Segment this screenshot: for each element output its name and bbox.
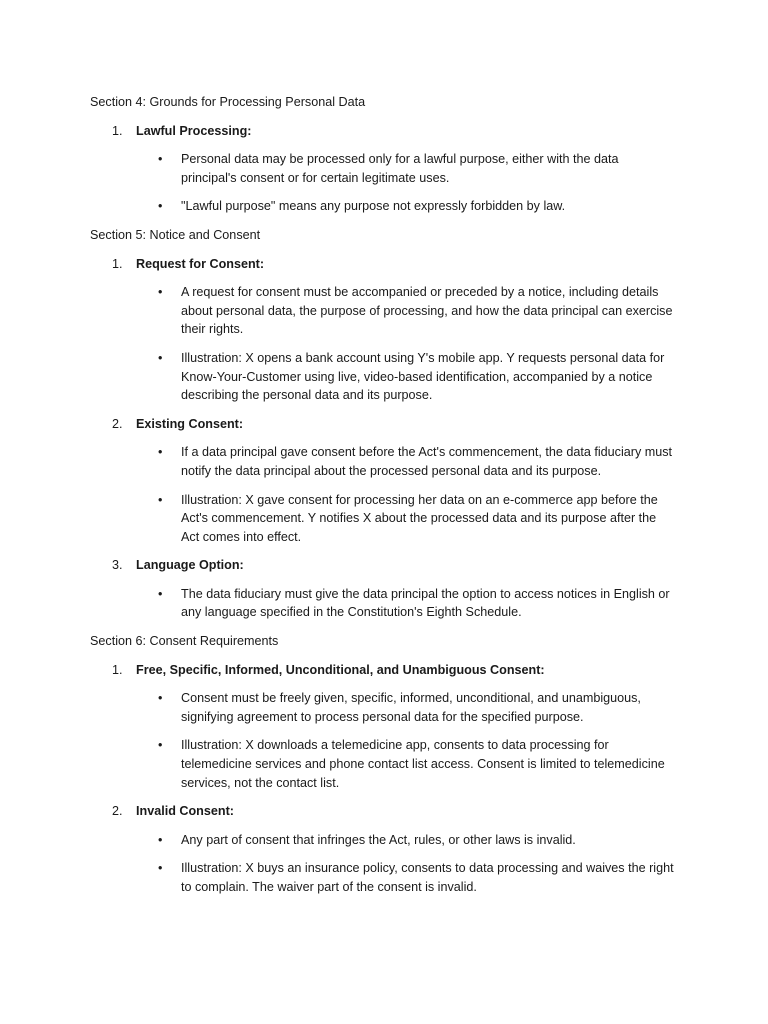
bullet-text: If a data principal gave consent before the Act's commencement, the data fiduciary must notify the data principal about the processed personal data and its purpose.	[181, 445, 673, 478]
bullet-icon: •	[158, 350, 163, 365]
bullet-text: Illustration: X opens a bank account using Y's mobile app. Y requests personal data for Know-Your-Customer using live, video-based identification, accompanied by a notice describing the personal data and its purpose.	[181, 350, 665, 403]
bullet-text: Illustration: X buys an insurance policy, consents to data processing and waives the right to complain. The waiver part of the consent is invalid.	[181, 861, 674, 894]
bullet-icon: •	[158, 492, 163, 507]
bullet-item	[90, 197, 675, 216]
item-heading	[90, 556, 690, 575]
bullet-text: Personal data may be processed only for a lawful purpose, either with the data principal's consent or for certain legitimate uses.	[181, 152, 619, 185]
bullet-item	[90, 491, 675, 547]
bullet-text: Illustration: X downloads a telemedicine app, consents to data processing for telemedicine services and phone contact list access. Consent is limited to telemedicine services, not the contact list.	[181, 738, 665, 790]
bullet-item	[90, 831, 675, 850]
section-title: Section 6: Consent Requirements	[90, 634, 279, 649]
bullet-icon: •	[158, 152, 163, 167]
item-number: 2.	[112, 416, 123, 431]
bullet-icon: •	[158, 586, 163, 601]
bullet-text: "Lawful purpose" means any purpose not expressly forbidden by law.	[181, 199, 566, 214]
bullet-item	[90, 859, 675, 896]
item-number: 1.	[112, 662, 123, 677]
bullet-item	[90, 736, 675, 792]
bullet-text: Illustration: X gave consent for processing her data on an e-commerce app before the Act's commencement. Y notifies X about the processed data and its purpose after the Act comes into effect.	[181, 492, 658, 544]
bullet-item	[90, 283, 675, 339]
bullet-text: A request for consent must be accompanied or preceded by a notice, including details about personal data, the purpose of processing, and how the data principal can exercise their rights.	[181, 285, 673, 337]
bullet-text: The data fiduciary must give the data principal the option to access notices in English or any language specified in the Constitution's Eighth Schedule.	[181, 586, 670, 620]
list-item	[90, 415, 690, 547]
item-number: 1.	[112, 123, 123, 138]
section-title: Section 5: Notice and Consent	[90, 227, 261, 242]
bullet-text: Any part of consent that infringes the Act, rules, or other laws is invalid.	[181, 832, 576, 847]
item-heading-text: Request for Consent:	[136, 256, 265, 271]
item-heading	[90, 661, 690, 680]
item-heading-text: Free, Specific, Informed, Unconditional, and Unambiguous Consent:	[136, 662, 545, 677]
bullet-text: Consent must be freely given, specific, informed, unconditional, and unambiguous, signifying agreement to process personal data for the specified purpose.	[181, 691, 641, 724]
bullet-item	[90, 689, 675, 726]
item-heading-text: Lawful Processing:	[136, 123, 252, 138]
section-5	[90, 226, 690, 622]
item-heading	[90, 415, 690, 434]
bullet-icon: •	[158, 445, 163, 460]
item-number: 1.	[112, 256, 123, 271]
item-heading	[90, 255, 690, 274]
bullet-item	[90, 349, 675, 405]
bullet-icon: •	[158, 691, 163, 706]
section-4	[90, 93, 690, 216]
bullet-icon: •	[158, 199, 163, 214]
document-page	[90, 93, 690, 907]
item-heading-text: Invalid Consent:	[136, 804, 234, 819]
item-heading-text: Language Option:	[136, 558, 244, 573]
list-item	[90, 556, 690, 622]
item-heading	[90, 122, 690, 141]
section-6	[90, 632, 690, 897]
bullet-item	[90, 150, 675, 187]
list-item	[90, 122, 690, 216]
list-item	[90, 802, 690, 896]
list-item	[90, 661, 690, 793]
item-heading	[90, 802, 690, 821]
item-heading-text: Existing Consent:	[136, 416, 244, 431]
item-number: 3.	[112, 558, 123, 573]
list-item	[90, 255, 690, 405]
section-title: Section 4: Grounds for Processing Personal Data	[90, 95, 366, 109]
bullet-icon: •	[158, 738, 163, 753]
bullet-icon: •	[158, 861, 163, 876]
bullet-icon: •	[158, 285, 163, 300]
bullet-item	[90, 443, 675, 480]
bullet-icon: •	[158, 832, 163, 847]
item-number: 2.	[112, 804, 123, 819]
bullet-item	[90, 585, 675, 622]
